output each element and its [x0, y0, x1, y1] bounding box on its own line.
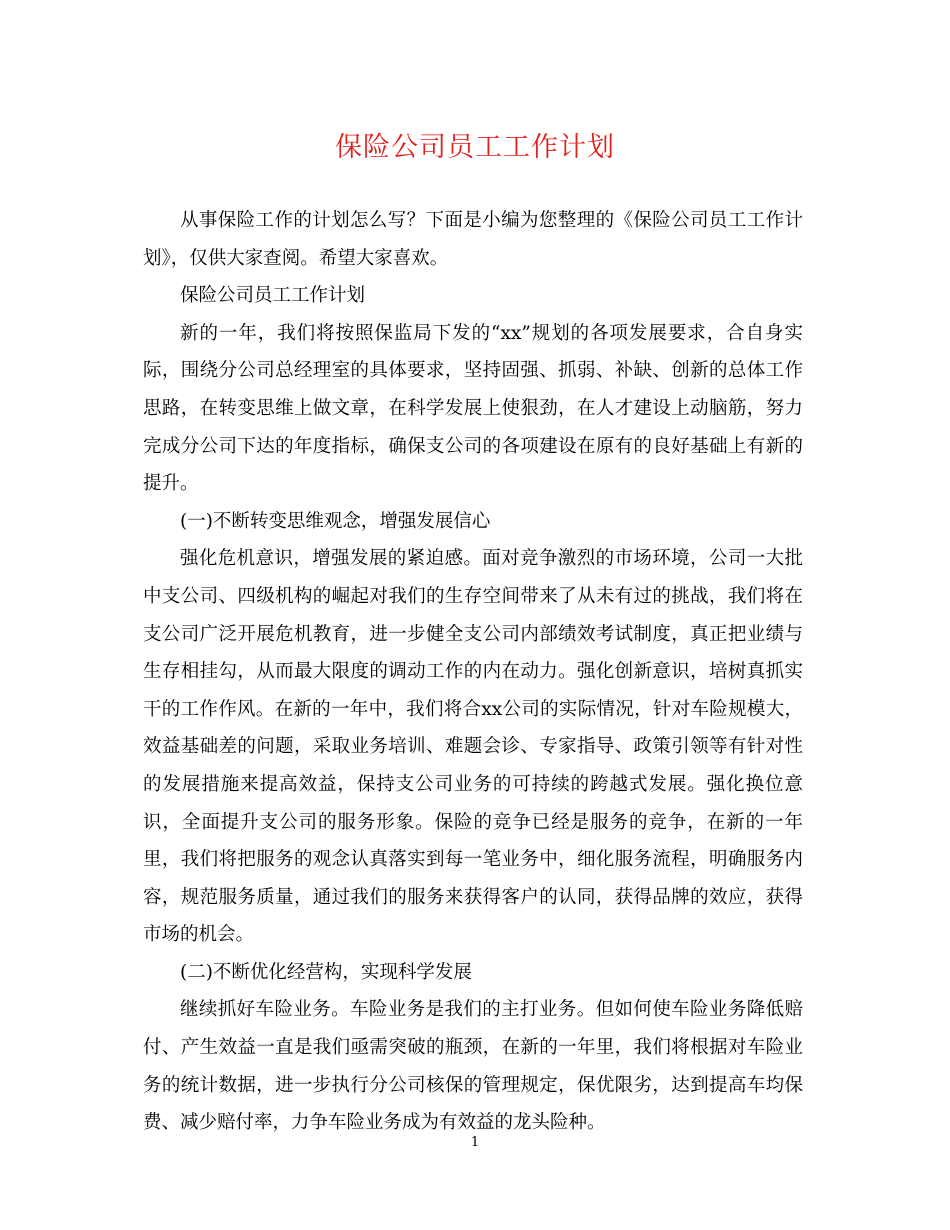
subtitle-paragraph: 保险公司员工工作计划: [180, 285, 366, 307]
intro-paragraph: 从事保险工作的计划怎么写？下面是小编为您整理的《保险公司员工工作计划》，仅供大家查阅。希望大家喜欢。: [143, 210, 803, 269]
section-heading: (一)不断转变思维观念，增强发展信心: [180, 510, 491, 532]
document-body: [143, 202, 803, 1142]
body-paragraph: 继续抓好车险业务。车险业务是我们的主打业务。但如何使车险业务降低赔付、产生效益一直是我们亟需突破的瓶颈，在新的一年里，我们将根据对车险业务的统计数据，进一步执行分公司核保的管理规定，保优限劣，达到提高车均保费、减少赔付率，力争车险业务成为有效益的龙头险种。: [143, 999, 803, 1134]
section-heading: (二)不断优化经营构，实现科学发展: [180, 961, 472, 983]
body-paragraph: 新的一年，我们将按照保监局下发的“xx”规划的各项发展要求，合自身实际，围绕分公司总经理室的具体要求，坚持固强、抓弱、补缺、创新的总体工作思路，在转变思维上做文章，在科学发展上使狠劲，在人才建设上动脑筋，努力完成分公司下达的年度指标，确保支公司的各项建设在原有的良好基础上有新的提升。: [143, 322, 803, 495]
page-number: 1: [470, 1135, 480, 1150]
body-paragraph: 强化危机意识，增强发展的紧迫感。面对竞争激烈的市场环境，公司一大批中支公司、四级机构的崛起对我们的生存空间带来了从未有过的挑战，我们将在支公司广泛开展危机教育，进一步健全支公司内部绩效考试制度，真正把业绩与生存相挂勾，从而最大限度的调动工作的内在动力。强化创新意识，培树真抓实干的工作作风。在新的一年中，我们将合xx公司的实际情况，针对车险规模大，效益基础差的问题，采取业务培训、难题会诊、专家指导、政策引领等有针对性的发展措施来提高效益，保持支公司业务的可持续的跨越式发展。强化换位意识，全面提升支公司的服务形象。保险的竞争已经是服务的竞争，在新的一年里，我们将把服务的观念认真落实到每一笔业务中，细化服务流程，明确服务内容，规范服务质量，通过我们的服务来获得客户的认同，获得品牌的效应，获得市场的机会。: [143, 548, 803, 946]
document-title: 保险公司员工工作计划: [335, 132, 615, 163]
